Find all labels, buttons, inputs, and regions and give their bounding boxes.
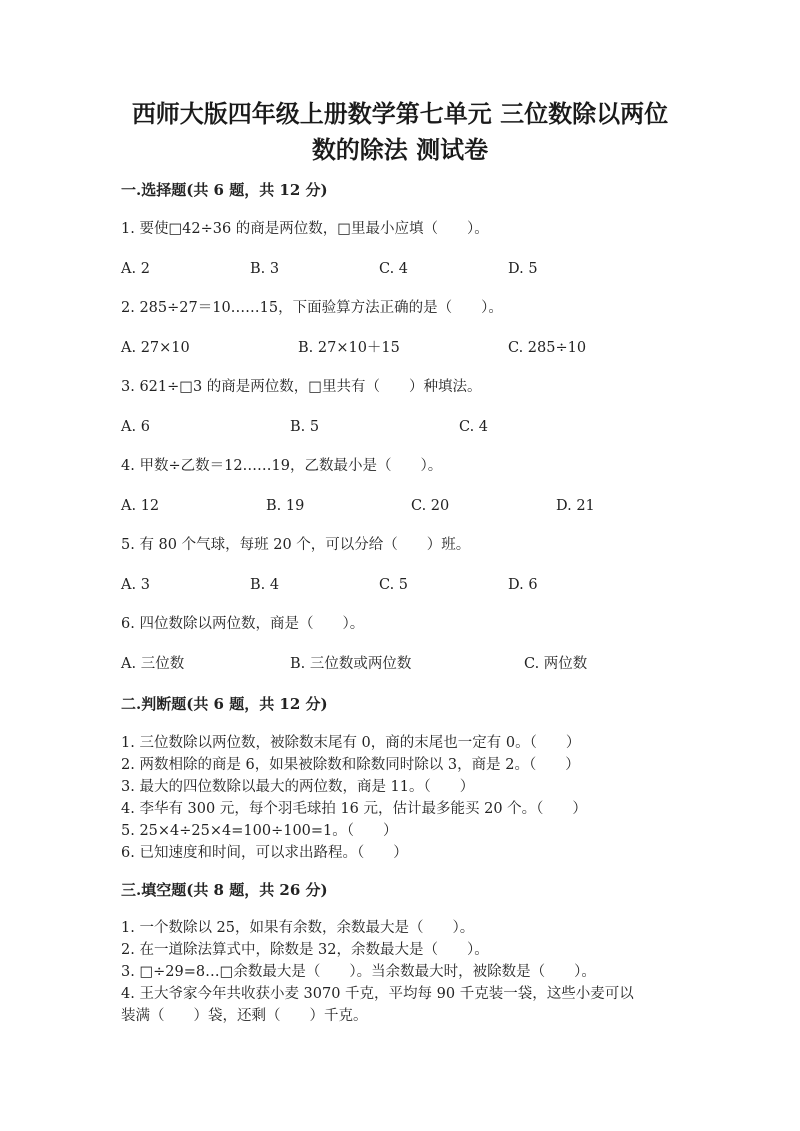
fill-item-2: 2. 在一道除法算式中，除数是 32，余数最大是（ ）。 <box>121 942 489 958</box>
judgement-item-5: 5. 25×4÷25×4=100÷100=1。（ ） <box>121 823 398 839</box>
fill-item-4-line-1: 4. 王大爷家今年共收获小麦 3070 千克，平均每 90 千克装一袋，这些小麦可以 <box>121 986 634 1002</box>
judgement-item-4: 4. 李华有 300 元，每个羽毛球拍 16 元，估计最多能买 20 个。（ ） <box>121 801 587 817</box>
page-title <box>100 96 700 168</box>
section-heading-choice: 一.选择题(共 6 题，共 12 分) <box>121 181 328 199</box>
q4-option-a: A. 12 <box>121 498 160 514</box>
q2-option-b: B. 27×10＋15 <box>298 340 400 356</box>
q1-option-b: B. 3 <box>250 261 280 277</box>
question-4: 4. 甲数÷乙数＝12……19，乙数最小是（ ）。 <box>121 458 443 474</box>
q3-option-c: C. 4 <box>459 419 489 435</box>
q1-option-d: D. 5 <box>508 261 538 277</box>
q4-option-d: D. 21 <box>556 498 595 514</box>
fill-item-1: 1. 一个数除以 25，如果有余数，余数最大是（ ）。 <box>121 920 475 936</box>
q2-option-a: A. 27×10 <box>121 340 190 356</box>
judgement-item-1: 1. 三位数除以两位数，被除数末尾有 0，商的末尾也一定有 0。（ ） <box>121 735 581 751</box>
q5-option-b: B. 4 <box>250 577 280 593</box>
q3-option-a: A. 6 <box>121 419 150 435</box>
q5-option-d: D. 6 <box>508 577 538 593</box>
title-line-1: 西师大版四年级上册数学第七单元 三位数除以两位 <box>131 99 669 128</box>
judgement-item-6: 6. 已知速度和时间，可以求出路程。（ ） <box>121 845 408 861</box>
title-line-2: 数的除法 测试卷 <box>311 135 489 164</box>
q1-option-c: C. 4 <box>379 261 409 277</box>
q2-option-c: C. 285÷10 <box>508 340 587 356</box>
q5-option-c: C. 5 <box>379 577 409 593</box>
q4-option-c: C. 20 <box>411 498 450 514</box>
section-heading-fill-in: 三.填空题(共 8 题，共 26 分) <box>121 881 328 899</box>
q6-option-b: B. 三位数或两位数 <box>290 656 412 672</box>
q6-option-c: C. 两位数 <box>524 656 588 672</box>
question-1: 1. 要使□42÷36 的商是两位数，□里最小应填（ ）。 <box>121 221 489 237</box>
judgement-item-3: 3. 最大的四位数除以最大的两位数，商是 11。（ ） <box>121 779 475 795</box>
section-heading-judgement: 二.判断题(共 6 题，共 12 分) <box>121 695 328 713</box>
q3-option-b: B. 5 <box>290 419 320 435</box>
q5-option-a: A. 3 <box>121 577 150 593</box>
fill-item-3: 3. □÷29=8…□余数最大是（ ）。当余数最大时，被除数是（ ）。 <box>121 964 596 980</box>
question-2: 2. 285÷27＝10……15，下面验算方法正确的是（ ）。 <box>121 300 503 316</box>
question-3: 3. 621÷□3 的商是两位数，□里共有（ ）种填法。 <box>121 379 482 395</box>
judgement-item-2: 2. 两数相除的商是 6，如果被除数和除数同时除以 3，商是 2。（ ） <box>121 757 580 773</box>
fill-item-4-line-2: 装满（ ）袋，还剩（ ）千克。 <box>121 1008 368 1024</box>
question-6: 6. 四位数除以两位数，商是（ ）。 <box>121 616 365 632</box>
q6-option-a: A. 三位数 <box>121 656 185 672</box>
question-5: 5. 有 80 个气球，每班 20 个，可以分给（ ）班。 <box>121 537 471 553</box>
q1-option-a: A. 2 <box>121 261 150 277</box>
q4-option-b: B. 19 <box>266 498 305 514</box>
